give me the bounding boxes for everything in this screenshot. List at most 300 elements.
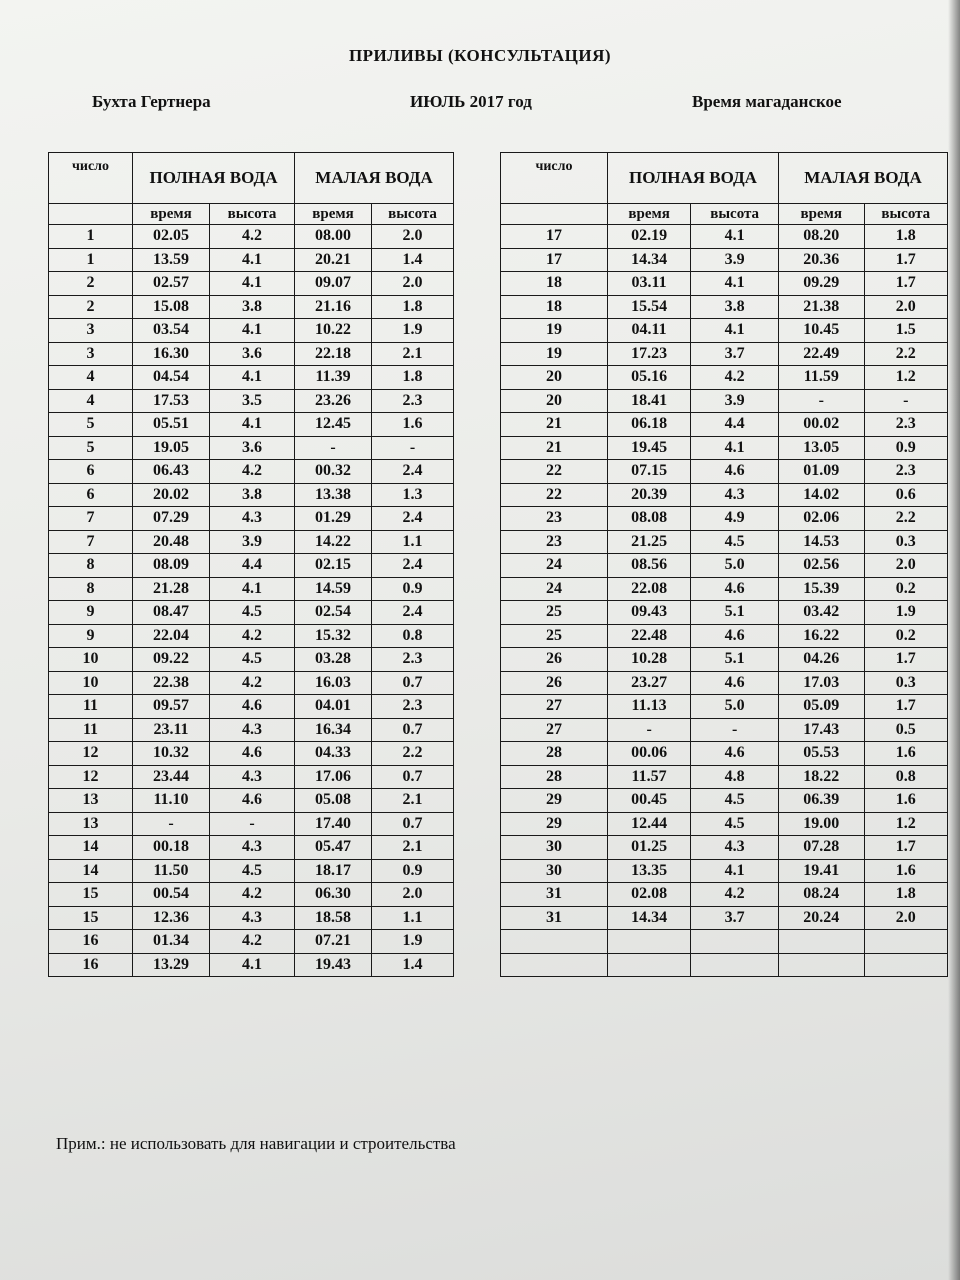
low-time-cell: 05.47 <box>295 836 372 860</box>
low-time-cell: 20.24 <box>779 906 865 930</box>
low-height-cell: 1.9 <box>372 930 454 954</box>
low-time-cell: 09.07 <box>295 272 372 296</box>
low-height-cell: 1.2 <box>864 812 947 836</box>
table-row <box>501 342 948 366</box>
high-time-cell: 19.05 <box>133 436 210 460</box>
table-row <box>501 953 948 977</box>
high-height-cell: 4.6 <box>210 695 295 719</box>
low-time-cell: 19.00 <box>779 812 865 836</box>
table-row <box>49 695 454 719</box>
table-row <box>501 483 948 507</box>
low-time-cell: 08.20 <box>779 225 865 249</box>
low-time-cell: 02.54 <box>295 601 372 625</box>
day-cell: 3 <box>49 319 133 343</box>
day-cell: 28 <box>501 765 608 789</box>
table-row <box>501 906 948 930</box>
high-height-cell: 4.5 <box>210 648 295 672</box>
tide-rows-right <box>501 225 948 977</box>
table-row <box>49 319 454 343</box>
low-time-cell: 22.18 <box>295 342 372 366</box>
low-height-cell: 0.7 <box>372 718 454 742</box>
low-time-cell: 22.49 <box>779 342 865 366</box>
sheet-shadow <box>948 0 960 1280</box>
high-height-cell: 4.2 <box>691 883 779 907</box>
high-time-cell: 07.29 <box>133 507 210 531</box>
day-cell: 31 <box>501 883 608 907</box>
table-row <box>49 272 454 296</box>
high-time-cell: 05.16 <box>607 366 690 390</box>
high-time-cell: 06.43 <box>133 460 210 484</box>
high-time-cell: 16.30 <box>133 342 210 366</box>
high-height-cell: 4.9 <box>691 507 779 531</box>
low-time-cell: 16.03 <box>295 671 372 695</box>
low-height-cell: 0.2 <box>864 577 947 601</box>
low-time-cell: 21.16 <box>295 295 372 319</box>
high-time-cell: 00.45 <box>607 789 690 813</box>
low-height-cell: 1.4 <box>372 248 454 272</box>
table-row <box>49 507 454 531</box>
day-cell: 19 <box>501 342 608 366</box>
low-height-cell: 2.2 <box>864 507 947 531</box>
table-row <box>501 319 948 343</box>
day-cell: 9 <box>49 601 133 625</box>
table-row <box>49 436 454 460</box>
table-row <box>501 648 948 672</box>
table-row <box>501 530 948 554</box>
low-height-cell: 1.6 <box>864 789 947 813</box>
day-cell: 11 <box>49 718 133 742</box>
table-row <box>49 930 454 954</box>
day-cell: 23 <box>501 530 608 554</box>
table-row <box>49 601 454 625</box>
high-time-cell: 13.29 <box>133 953 210 977</box>
high-time-cell: 10.32 <box>133 742 210 766</box>
low-time-cell: 14.53 <box>779 530 865 554</box>
low-height-cell: 1.4 <box>372 953 454 977</box>
low-height-cell: 2.4 <box>372 601 454 625</box>
high-time-cell: 22.38 <box>133 671 210 695</box>
low-time-cell: - <box>295 436 372 460</box>
high-height-cell: 4.5 <box>691 812 779 836</box>
high-height-cell: 4.5 <box>210 859 295 883</box>
low-time-cell: 17.06 <box>295 765 372 789</box>
high-height-cell: 4.5 <box>691 789 779 813</box>
low-time-cell: 21.38 <box>779 295 865 319</box>
low-height-cell: 1.9 <box>372 319 454 343</box>
high-time-cell: - <box>133 812 210 836</box>
low-time-cell: 14.22 <box>295 530 372 554</box>
high-time-cell: 23.44 <box>133 765 210 789</box>
table-row <box>49 812 454 836</box>
low-time-cell: 18.58 <box>295 906 372 930</box>
high-height-cell: 4.1 <box>691 436 779 460</box>
high-time-cell: 08.47 <box>133 601 210 625</box>
high-height-cell: 5.0 <box>691 554 779 578</box>
table-row <box>501 436 948 460</box>
high-height-cell: 4.6 <box>691 460 779 484</box>
low-height-cell: 2.0 <box>372 272 454 296</box>
low-height-cell: 2.3 <box>864 460 947 484</box>
location-label: Бухта Гертнера <box>92 92 211 111</box>
day-cell: 8 <box>49 577 133 601</box>
table-row <box>501 272 948 296</box>
low-height-cell: 0.3 <box>864 671 947 695</box>
table-row <box>501 859 948 883</box>
low-time-cell: 23.26 <box>295 389 372 413</box>
table-row <box>501 577 948 601</box>
timezone-label: Время магаданское <box>692 92 842 111</box>
high-height-cell: 4.2 <box>210 624 295 648</box>
high-time-cell: 15.54 <box>607 295 690 319</box>
high-time-cell: 02.57 <box>133 272 210 296</box>
day-cell: 28 <box>501 742 608 766</box>
day-cell: 29 <box>501 789 608 813</box>
high-height-cell: 4.4 <box>691 413 779 437</box>
low-time-cell: 05.53 <box>779 742 865 766</box>
table-row <box>49 742 454 766</box>
high-time-cell: 01.34 <box>133 930 210 954</box>
high-time-cell: 00.06 <box>607 742 690 766</box>
table-row <box>49 648 454 672</box>
day-header: число <box>501 153 608 204</box>
low-height-cell: 2.2 <box>864 342 947 366</box>
day-cell: 18 <box>501 295 608 319</box>
table-row <box>49 295 454 319</box>
day-cell: 10 <box>49 648 133 672</box>
day-header: число <box>49 153 133 204</box>
low-height-cell: 0.7 <box>372 812 454 836</box>
high-height-cell: 4.1 <box>210 366 295 390</box>
table-row <box>501 671 948 695</box>
day-cell: 26 <box>501 648 608 672</box>
day-cell: 7 <box>49 530 133 554</box>
high-time-cell: 22.08 <box>607 577 690 601</box>
high-time-cell: - <box>607 718 690 742</box>
low-time-cell <box>779 953 865 977</box>
table-row <box>49 248 454 272</box>
low-height-cell: 2.0 <box>864 295 947 319</box>
low-time-cell: 08.24 <box>779 883 865 907</box>
high-height-cell: 4.8 <box>691 765 779 789</box>
low-time-cell: 19.43 <box>295 953 372 977</box>
day-cell: 6 <box>49 460 133 484</box>
low-time-cell: 18.22 <box>779 765 865 789</box>
high-height-cell: 4.2 <box>210 225 295 249</box>
low-height-cell <box>864 930 947 954</box>
table-row <box>49 483 454 507</box>
high-height-cell: - <box>210 812 295 836</box>
table-row <box>49 554 454 578</box>
high-time-cell: 12.44 <box>607 812 690 836</box>
table-row <box>501 507 948 531</box>
low-height-cell: 1.7 <box>864 695 947 719</box>
low-height-cell: 1.1 <box>372 530 454 554</box>
low-time-cell: 10.22 <box>295 319 372 343</box>
high-height-cell: 4.3 <box>210 765 295 789</box>
low-time-cell: 13.38 <box>295 483 372 507</box>
low-height-cell: 2.0 <box>372 225 454 249</box>
tide-rows-left <box>49 225 454 977</box>
low-height-cell: 0.2 <box>864 624 947 648</box>
high-time-cell: 07.15 <box>607 460 690 484</box>
low-height-cell: 1.7 <box>864 272 947 296</box>
high-height-cell: 3.9 <box>691 248 779 272</box>
day-cell: 1 <box>49 225 133 249</box>
low-height-cell: 2.3 <box>372 648 454 672</box>
high-time-cell: 00.54 <box>133 883 210 907</box>
day-cell <box>501 953 608 977</box>
low-height-cell: 2.3 <box>372 389 454 413</box>
high-time-cell: 20.39 <box>607 483 690 507</box>
high-time-cell: 12.36 <box>133 906 210 930</box>
low-time-cell: 17.43 <box>779 718 865 742</box>
low-height-cell: 0.7 <box>372 765 454 789</box>
high-time-cell: 11.10 <box>133 789 210 813</box>
low-time-cell: 01.29 <box>295 507 372 531</box>
high-time-cell: 23.27 <box>607 671 690 695</box>
high-height-cell: 4.3 <box>691 483 779 507</box>
day-cell: 22 <box>501 483 608 507</box>
high-time-cell: 20.02 <box>133 483 210 507</box>
low-height-cell: 0.6 <box>864 483 947 507</box>
high-height-cell: 4.5 <box>691 530 779 554</box>
high-time-cell: 18.41 <box>607 389 690 413</box>
high-water-header: ПОЛНАЯ ВОДА <box>133 153 295 204</box>
high-height-cell: 3.6 <box>210 342 295 366</box>
low-height-cell: - <box>864 389 947 413</box>
day-cell: 24 <box>501 554 608 578</box>
table-row <box>49 460 454 484</box>
table-row <box>501 248 948 272</box>
high-height-cell: 4.1 <box>210 272 295 296</box>
high-height-cell: 4.6 <box>691 577 779 601</box>
low-height-cell: - <box>372 436 454 460</box>
high-height-cell: 4.3 <box>210 507 295 531</box>
high-time-cell <box>607 953 690 977</box>
low-height-cell: 1.6 <box>864 742 947 766</box>
high-time-cell: 17.23 <box>607 342 690 366</box>
low-time-cell: 02.15 <box>295 554 372 578</box>
day-cell: 19 <box>501 319 608 343</box>
high-time-cell: 22.04 <box>133 624 210 648</box>
high-time-cell: 23.11 <box>133 718 210 742</box>
day-cell: 5 <box>49 413 133 437</box>
tide-table-right <box>500 152 948 977</box>
day-cell: 20 <box>501 389 608 413</box>
high-height-cell: 4.5 <box>210 601 295 625</box>
day-cell: 25 <box>501 601 608 625</box>
low-height-cell: 2.1 <box>372 836 454 860</box>
high-time-cell: 04.54 <box>133 366 210 390</box>
high-height-cell: 4.6 <box>210 789 295 813</box>
low-time-cell: 11.59 <box>779 366 865 390</box>
tide-table-left <box>48 152 454 977</box>
day-cell: 7 <box>49 507 133 531</box>
low-height-cell: 1.2 <box>864 366 947 390</box>
high-time-cell: 13.59 <box>133 248 210 272</box>
low-height-cell: 2.0 <box>864 554 947 578</box>
day-cell: 1 <box>49 248 133 272</box>
low-time-cell: 09.29 <box>779 272 865 296</box>
table-row <box>49 953 454 977</box>
high-time-cell: 17.53 <box>133 389 210 413</box>
low-height-cell: 2.0 <box>372 883 454 907</box>
day-cell: 27 <box>501 718 608 742</box>
high-height-cell: 4.1 <box>210 413 295 437</box>
high-height-cell: 4.3 <box>691 836 779 860</box>
high-time-cell: 05.51 <box>133 413 210 437</box>
high-height-cell: 4.1 <box>691 272 779 296</box>
low-time-cell: 15.39 <box>779 577 865 601</box>
day-cell: 4 <box>49 366 133 390</box>
high-time-cell: 02.05 <box>133 225 210 249</box>
high-time-cell: 21.28 <box>133 577 210 601</box>
low-water-header: МАЛАЯ ВОДА <box>295 153 454 204</box>
day-cell: 14 <box>49 836 133 860</box>
high-height-cell: 4.6 <box>691 624 779 648</box>
high-time-cell: 08.08 <box>607 507 690 531</box>
high-time-cell <box>607 930 690 954</box>
day-cell: 5 <box>49 436 133 460</box>
high-height-cell: 3.7 <box>691 342 779 366</box>
day-cell: 29 <box>501 812 608 836</box>
table-row <box>49 906 454 930</box>
day-cell: 26 <box>501 671 608 695</box>
low-height-cell: 2.3 <box>372 695 454 719</box>
low-height-cell: 1.3 <box>372 483 454 507</box>
high-time-cell: 14.34 <box>607 906 690 930</box>
day-cell: 21 <box>501 436 608 460</box>
high-height-cell: 5.0 <box>691 695 779 719</box>
low-height-cell: 1.8 <box>372 295 454 319</box>
low-time-cell: 20.21 <box>295 248 372 272</box>
high-time-cell: 11.50 <box>133 859 210 883</box>
high-height-header: высота <box>210 204 295 225</box>
low-time-cell: 07.28 <box>779 836 865 860</box>
low-height-cell: 1.8 <box>864 225 947 249</box>
low-time-cell: 05.09 <box>779 695 865 719</box>
high-height-cell: 4.6 <box>691 742 779 766</box>
table-row <box>501 812 948 836</box>
table-row <box>501 765 948 789</box>
day-cell: 30 <box>501 836 608 860</box>
low-time-cell: 10.45 <box>779 319 865 343</box>
low-height-cell: 2.1 <box>372 342 454 366</box>
day-cell: 27 <box>501 695 608 719</box>
high-height-cell: 4.6 <box>691 671 779 695</box>
table-row <box>501 883 948 907</box>
high-height-cell: 4.3 <box>210 718 295 742</box>
day-subheader-blank <box>501 204 608 225</box>
table-row <box>49 789 454 813</box>
high-height-cell: 4.1 <box>210 577 295 601</box>
high-height-cell: 4.3 <box>210 906 295 930</box>
day-cell: 31 <box>501 906 608 930</box>
high-height-cell: 4.1 <box>210 953 295 977</box>
day-subheader-blank <box>49 204 133 225</box>
day-cell: 16 <box>49 930 133 954</box>
table-row <box>501 389 948 413</box>
day-cell: 2 <box>49 295 133 319</box>
high-height-cell: 3.8 <box>691 295 779 319</box>
high-height-cell: - <box>691 718 779 742</box>
table-row <box>501 225 948 249</box>
day-cell: 12 <box>49 765 133 789</box>
low-time-cell: 06.30 <box>295 883 372 907</box>
day-cell: 13 <box>49 812 133 836</box>
day-cell: 11 <box>49 695 133 719</box>
table-row <box>49 765 454 789</box>
table-row <box>49 624 454 648</box>
day-cell: 10 <box>49 671 133 695</box>
day-cell: 22 <box>501 460 608 484</box>
low-height-cell: 0.9 <box>864 436 947 460</box>
low-time-cell: 14.02 <box>779 483 865 507</box>
day-cell: 6 <box>49 483 133 507</box>
table-row <box>501 601 948 625</box>
table-row <box>501 624 948 648</box>
high-height-cell <box>691 953 779 977</box>
table-row <box>501 366 948 390</box>
low-height-cell: 0.3 <box>864 530 947 554</box>
day-cell: 3 <box>49 342 133 366</box>
high-height-cell: 4.1 <box>691 859 779 883</box>
high-water-header: ПОЛНАЯ ВОДА <box>607 153 778 204</box>
low-height-cell: 2.0 <box>864 906 947 930</box>
high-height-cell: 4.1 <box>691 319 779 343</box>
day-cell: 9 <box>49 624 133 648</box>
low-height-cell: 1.1 <box>372 906 454 930</box>
low-time-cell: 06.39 <box>779 789 865 813</box>
low-time-cell: 01.09 <box>779 460 865 484</box>
low-height-cell: 2.4 <box>372 554 454 578</box>
low-height-cell: 1.9 <box>864 601 947 625</box>
low-time-cell: 05.08 <box>295 789 372 813</box>
low-height-cell: 1.8 <box>864 883 947 907</box>
low-time-cell: 13.05 <box>779 436 865 460</box>
table-row <box>501 836 948 860</box>
high-time-cell: 04.11 <box>607 319 690 343</box>
low-height-cell: 1.7 <box>864 836 947 860</box>
high-time-cell: 00.18 <box>133 836 210 860</box>
high-time-cell: 19.45 <box>607 436 690 460</box>
low-height-cell: 0.5 <box>864 718 947 742</box>
high-height-cell: 5.1 <box>691 601 779 625</box>
low-height-cell: 0.9 <box>372 859 454 883</box>
high-height-cell <box>691 930 779 954</box>
day-cell: 16 <box>49 953 133 977</box>
high-height-cell: 4.2 <box>210 460 295 484</box>
day-cell: 18 <box>501 272 608 296</box>
table-row <box>501 718 948 742</box>
table-row <box>501 295 948 319</box>
low-time-cell: 04.33 <box>295 742 372 766</box>
low-time-header: время <box>295 204 372 225</box>
low-height-cell: 2.4 <box>372 507 454 531</box>
high-time-cell: 09.22 <box>133 648 210 672</box>
low-time-cell: 07.21 <box>295 930 372 954</box>
day-cell: 24 <box>501 577 608 601</box>
day-cell: 14 <box>49 859 133 883</box>
high-time-cell: 09.57 <box>133 695 210 719</box>
low-height-cell: 2.4 <box>372 460 454 484</box>
low-time-cell: 03.42 <box>779 601 865 625</box>
low-time-cell: 17.40 <box>295 812 372 836</box>
high-time-cell: 08.56 <box>607 554 690 578</box>
table-row <box>501 930 948 954</box>
high-time-cell: 02.08 <box>607 883 690 907</box>
day-cell: 4 <box>49 389 133 413</box>
